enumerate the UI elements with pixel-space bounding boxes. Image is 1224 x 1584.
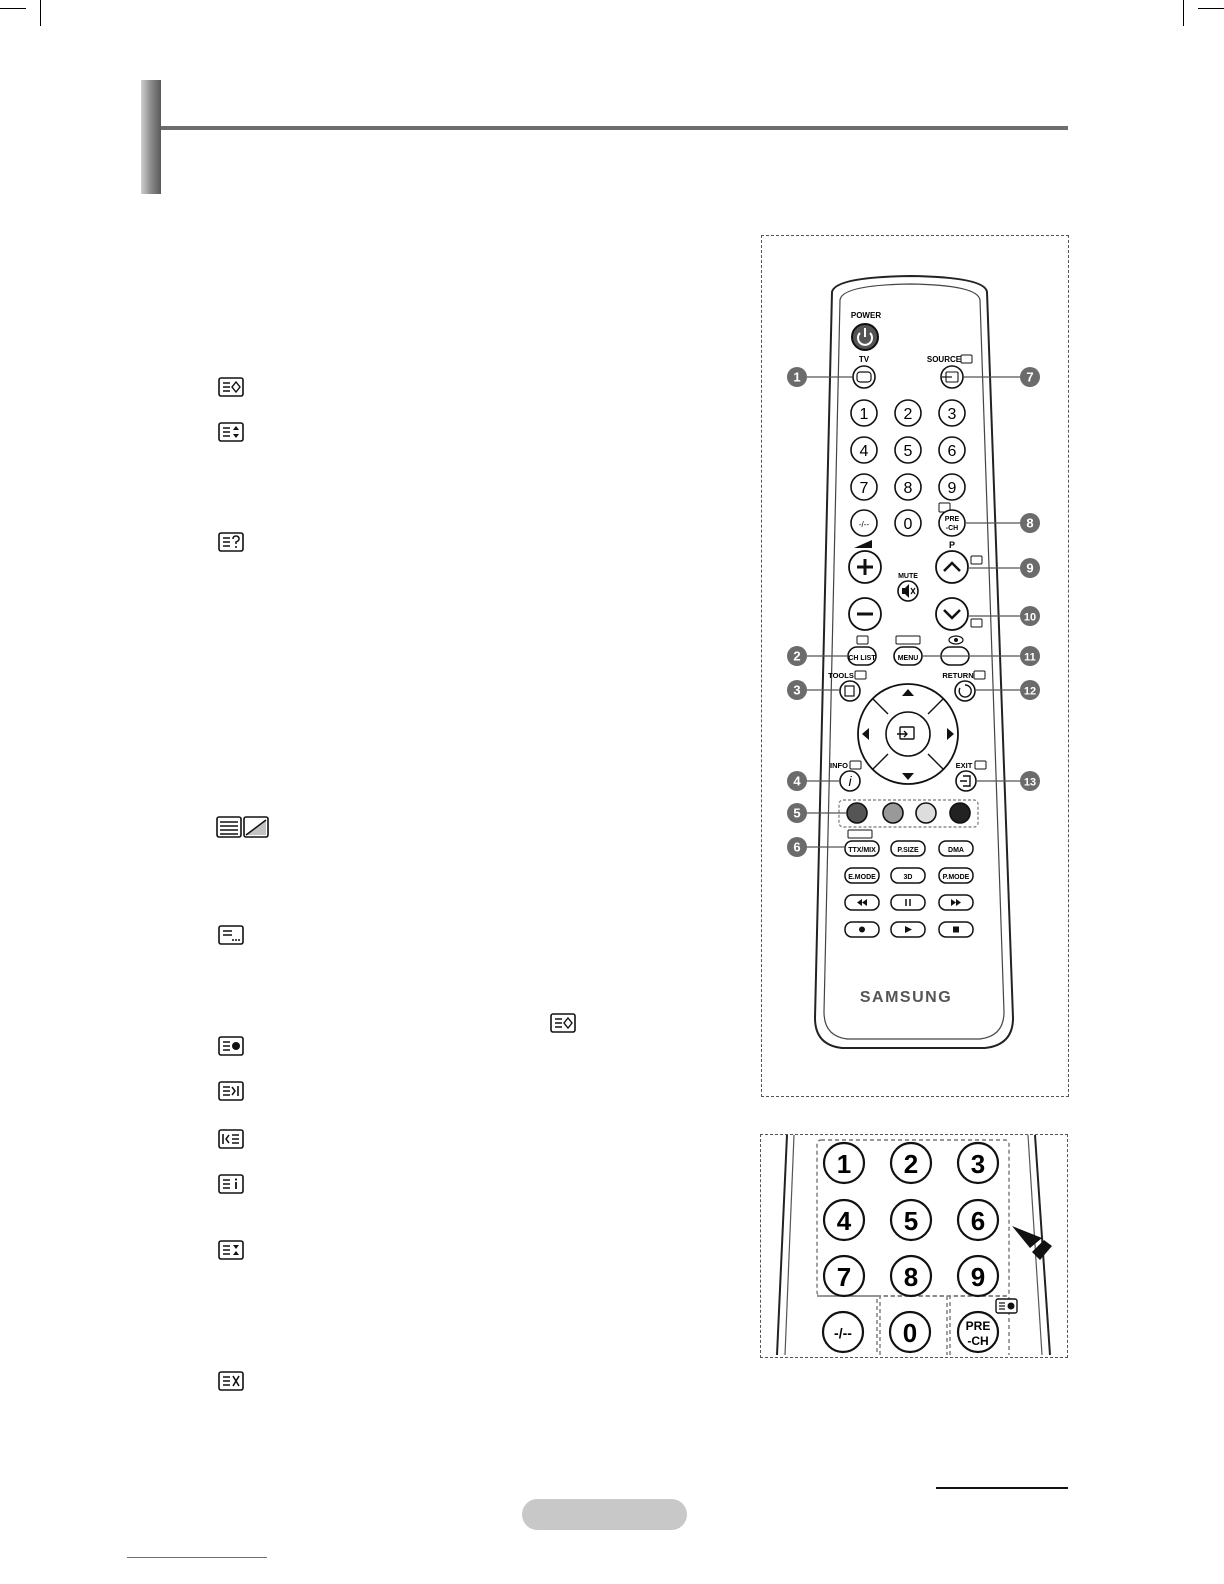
- callout-number: 12: [1023, 685, 1037, 698]
- channel-p-label: P: [948, 540, 956, 550]
- callout-number: 2: [793, 648, 801, 664]
- 3d-label: 3D: [903, 874, 913, 881]
- dma-label: DMA: [948, 847, 964, 854]
- callout-number: 8: [1026, 515, 1034, 531]
- callout-number: 7: [1026, 369, 1034, 385]
- tools-label: TOOLS: [828, 671, 854, 680]
- callout-number: 6: [793, 839, 801, 855]
- footer-link-line: [127, 1557, 267, 1558]
- callout-number: 11: [1024, 651, 1036, 664]
- callout-number: 5: [793, 805, 801, 821]
- red-button[interactable]: [847, 803, 867, 823]
- teletext-reveal-icon: [218, 377, 244, 397]
- exit-label: EXIT: [955, 761, 973, 770]
- dash-label: -/--: [858, 520, 870, 529]
- zoom-digit-label: 1: [836, 1149, 852, 1179]
- zoom-zero-label: 0: [902, 1318, 918, 1348]
- tv-label: TV: [858, 355, 870, 364]
- zoom-digit-label: 7: [836, 1262, 852, 1292]
- page-number-pill: [522, 1499, 687, 1530]
- digit-label: 5: [903, 443, 913, 460]
- digit-label: 2: [903, 406, 913, 423]
- crop-mark: [40, 0, 41, 26]
- zoom-digit-label: 4: [836, 1206, 852, 1236]
- pause-button[interactable]: [891, 895, 925, 910]
- callout-number: 1: [793, 369, 801, 385]
- prech-button[interactable]: [939, 510, 965, 536]
- teletext-display-icon: [218, 1174, 244, 1194]
- teletext-list-icon: [218, 1036, 244, 1056]
- zoom-prech-ttx-icon: [996, 1299, 1017, 1313]
- tools-button[interactable]: [840, 681, 860, 701]
- callout-number: 4: [793, 773, 801, 789]
- zero-label: 0: [903, 516, 913, 533]
- emode-label: E.MODE: [848, 874, 876, 881]
- teletext-index-icon: [218, 532, 244, 552]
- record-icon: [859, 927, 865, 933]
- zoom-prech-bottom: -CH: [967, 1334, 989, 1348]
- digit-label: 7: [859, 480, 869, 497]
- stop-icon: [953, 927, 959, 933]
- power-label: POWER: [850, 311, 882, 320]
- channel-up-button[interactable]: [936, 551, 968, 583]
- callout-number: 13: [1023, 776, 1037, 789]
- digit-label: 6: [947, 443, 957, 460]
- teletext-size-icon: [218, 422, 244, 442]
- mute-label: MUTE: [898, 573, 918, 580]
- teletext-page-down-icon: [218, 1129, 244, 1149]
- zoom-digit-label: 6: [970, 1206, 986, 1236]
- zoom-prech-top: PRE: [965, 1319, 991, 1333]
- return-button[interactable]: [955, 681, 975, 701]
- teletext-page-up-icon: [218, 1081, 244, 1101]
- source-label: SOURCE: [926, 355, 962, 364]
- channel-down-button[interactable]: [936, 598, 968, 630]
- zoom-digit-label: 2: [903, 1149, 919, 1179]
- zoom-digit-label: 8: [903, 1262, 919, 1292]
- enter-button[interactable]: [886, 712, 930, 756]
- tv-button[interactable]: [853, 366, 875, 388]
- pmode-label: P.MODE: [942, 874, 970, 881]
- digit-label: 1: [859, 406, 869, 423]
- yellow-button[interactable]: [916, 803, 936, 823]
- teletext-mix-icon: [216, 816, 270, 838]
- zoom-digit-label: 3: [970, 1149, 986, 1179]
- digit-label: 4: [859, 443, 869, 460]
- crop-mark: [1183, 0, 1184, 26]
- footer-rule: [936, 1487, 1068, 1489]
- brand-logo: SAMSUNG: [859, 989, 953, 1006]
- header-rule: [161, 126, 1068, 130]
- callout-number: 9: [1026, 560, 1034, 576]
- green-button[interactable]: [883, 803, 903, 823]
- callout-number: 10: [1023, 611, 1037, 624]
- teletext-reveal-icon: [550, 1013, 576, 1033]
- info-label: INFO: [830, 761, 848, 770]
- zoom-digit-label: 9: [970, 1262, 986, 1292]
- keypad-zoom: [761, 1135, 1065, 1355]
- chlist-label: CH LIST: [848, 655, 876, 662]
- digit-label: 9: [947, 480, 957, 497]
- zoom-dash-label: -/--: [834, 1325, 852, 1341]
- remote-control: [762, 236, 1066, 1094]
- zoom-digit-label: 5: [903, 1206, 919, 1236]
- info-icon: i: [848, 773, 852, 789]
- prech-label-top: PRE: [944, 516, 960, 523]
- menu-label: MENU: [897, 655, 919, 662]
- pointer-arrow-icon: [1012, 1226, 1052, 1260]
- return-label: RETURN: [942, 671, 974, 680]
- prech-label-bottom: -CH: [945, 525, 959, 532]
- blue-button[interactable]: [950, 803, 970, 823]
- teletext-sub-page-icon: [218, 925, 244, 945]
- digit-label: 8: [903, 480, 913, 497]
- psize-label: P.SIZE: [897, 847, 919, 854]
- header-accent-bar: [141, 80, 161, 194]
- teletext-hold-icon: [218, 1240, 244, 1260]
- teletext-exit-icon: [218, 1371, 244, 1391]
- crop-mark: [1198, 8, 1224, 9]
- crop-mark: [0, 8, 26, 9]
- ttx-mix-label: TTX/MIX: [848, 847, 876, 854]
- digit-label: 3: [947, 406, 957, 423]
- callout-number: 3: [793, 682, 801, 698]
